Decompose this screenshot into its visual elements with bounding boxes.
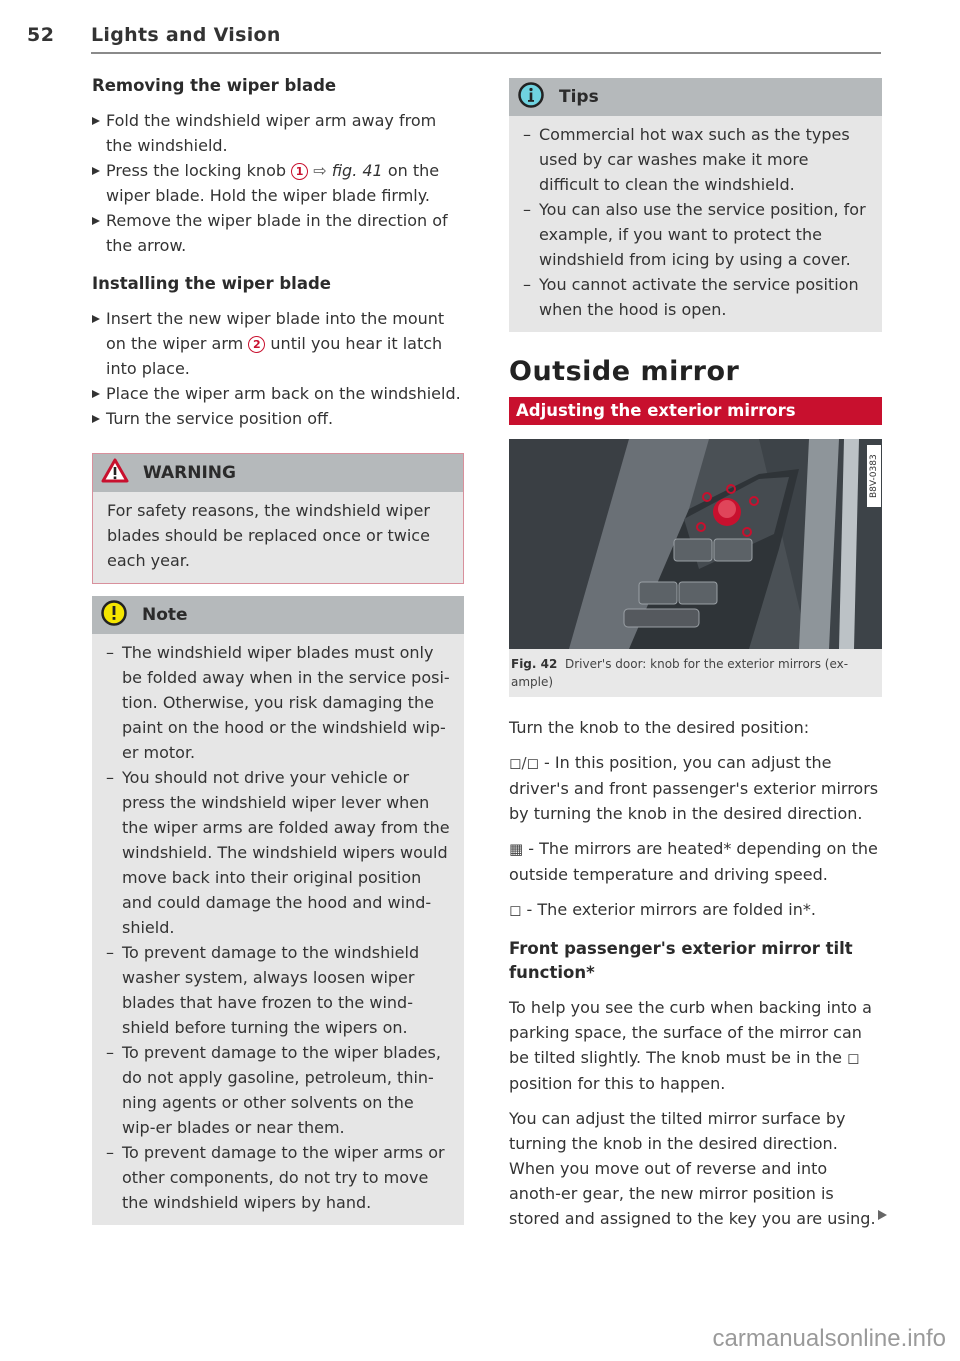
position-fold: ◻ - The exterior mirrors are folded in*. xyxy=(509,900,816,919)
removing-steps xyxy=(92,108,464,258)
note-item: – To prevent damage to the windshield washer system, always loosen wiper blades that have frozen to the wind-shield before turning the wipers on. xyxy=(106,943,420,1037)
watermark: carmanualsonline.info xyxy=(712,1325,946,1352)
mirror-fold-icon: ◻ xyxy=(509,901,522,919)
door-panel-illustration xyxy=(509,439,882,649)
mirror-passenger-icon: ◻ xyxy=(847,1049,860,1067)
intro-text: Turn the knob to the desired position: xyxy=(509,718,810,737)
step-item: Insert the new wiper blade into the mount on the wiper arm 2 until you hear it latch into place. xyxy=(92,306,464,381)
bullet-triangle-icon xyxy=(92,415,100,423)
callout-2-icon: 2 xyxy=(248,336,265,353)
chapter-title: Lights and Vision xyxy=(91,24,281,46)
tips-list xyxy=(523,122,868,322)
tips-header xyxy=(509,78,882,116)
header-rule xyxy=(91,52,881,54)
figure-link[interactable]: fig. 41 xyxy=(331,161,383,180)
step-item: Remove the wiper blade in the direction of the arrow. xyxy=(92,208,464,258)
removing-heading: Removing the wiper blade xyxy=(92,76,337,95)
tip-item: – Commercial hot wax such as the types used by car washes make it more difficult to clean the windshield. xyxy=(523,125,850,194)
exclamation-circle-icon xyxy=(100,599,128,632)
warning-text: For safety reasons, the windshield wiper blades should be replaced once or twice each year. xyxy=(107,501,430,570)
mirror-adjust-icon: ◻/◻ xyxy=(509,754,539,772)
bullet-triangle-icon xyxy=(92,117,100,125)
page-number: 52 xyxy=(27,24,55,46)
step-item: Press the locking knob 1 ⇨ fig. 41 on the wiper blade. Hold the wiper blade firmly. xyxy=(92,158,464,208)
figure-id-label: B8V-0383 xyxy=(867,445,881,507)
warning-box xyxy=(92,453,464,584)
step-item: Fold the windshield wiper arm away from the windshield. xyxy=(92,108,464,158)
right-column xyxy=(509,78,882,1241)
tip-item: – You can also use the service position, for example, if you want to protect the windshield from icing by using a cover. xyxy=(523,200,866,269)
installing-heading: Installing the wiper blade xyxy=(92,274,331,293)
tilt-heading: Front passenger's exterior mirror tilt function* xyxy=(509,939,853,982)
figure-caption: Fig. 42 Driver's door: knob for the exterior mirrors (ex-ample) xyxy=(511,657,849,689)
door-panel-drawing xyxy=(509,439,882,649)
subsection-title-bar: Adjusting the exterior mirrors xyxy=(509,397,882,425)
info-circle-icon xyxy=(517,81,545,114)
left-column xyxy=(92,74,464,1225)
mirror-heat-icon: ▦ xyxy=(509,840,524,858)
tilt-para-2: You can adjust the tilted mirror surface by turning the knob in the desired direction. When you move out of reverse and into anoth-er gear, the new mirror position is stored and assigned to the key you are using. xyxy=(509,1109,876,1228)
callout-1-icon: 1 xyxy=(291,163,308,180)
step-item: Place the wiper arm back on the windshield. xyxy=(92,381,464,406)
step-item: Turn the service position off. xyxy=(92,406,464,431)
tilt-para-1: To help you see the curb when backing into a parking space, the surface of the mirror can be tilted slightly. The knob must be in the ◻ position for this to happen. xyxy=(509,998,872,1093)
continue-arrow-icon xyxy=(878,1210,887,1220)
figure-42 xyxy=(509,439,882,697)
warning-header xyxy=(93,454,463,492)
tips-box xyxy=(509,78,882,332)
tips-label: Tips xyxy=(559,87,599,107)
warning-triangle-icon xyxy=(101,458,129,488)
note-label: Note xyxy=(142,605,188,625)
tip-item: – You cannot activate the service position when the hood is open. xyxy=(523,275,859,319)
bullet-triangle-icon xyxy=(92,315,100,323)
position-heat: ▦ - The mirrors are heated* depending on the outside temperature and driving speed. xyxy=(509,839,878,884)
arrow-right-icon: ⇨ xyxy=(313,161,327,180)
note-item: – To prevent damage to the wiper blades, do not apply gasoline, petroleum, thin-ning agents or other solvents on the wip-er blades or near them. xyxy=(106,1043,441,1137)
installing-steps xyxy=(92,306,464,431)
section-title: Outside mirror xyxy=(509,356,740,387)
note-box xyxy=(92,596,464,1225)
bullet-triangle-icon xyxy=(92,217,100,225)
warning-label: WARNING xyxy=(143,463,236,483)
note-item: – You should not drive your vehicle or press the windshield wiper lever when the wiper arms are folded away from the windshield. The windshield wipers would move back into their original position and could damage the hood and wind-shield. xyxy=(106,768,450,937)
bullet-triangle-icon xyxy=(92,390,100,398)
note-list xyxy=(106,640,450,1215)
bullet-triangle-icon xyxy=(92,167,100,175)
note-item: – The windshield wiper blades must only be folded away when in the service posi-tion. Otherwise, you risk damaging the paint on the hood or the windshield wip-er motor. xyxy=(106,643,450,762)
note-header xyxy=(92,596,464,634)
position-adjust: ◻/◻ - In this position, you can adjust the driver's and front passenger's exterior mirrors by turning the knob in the desired direction. xyxy=(509,753,879,823)
note-item: – To prevent damage to the wiper arms or other components, do not try to move the windshield wipers by hand. xyxy=(106,1143,445,1212)
